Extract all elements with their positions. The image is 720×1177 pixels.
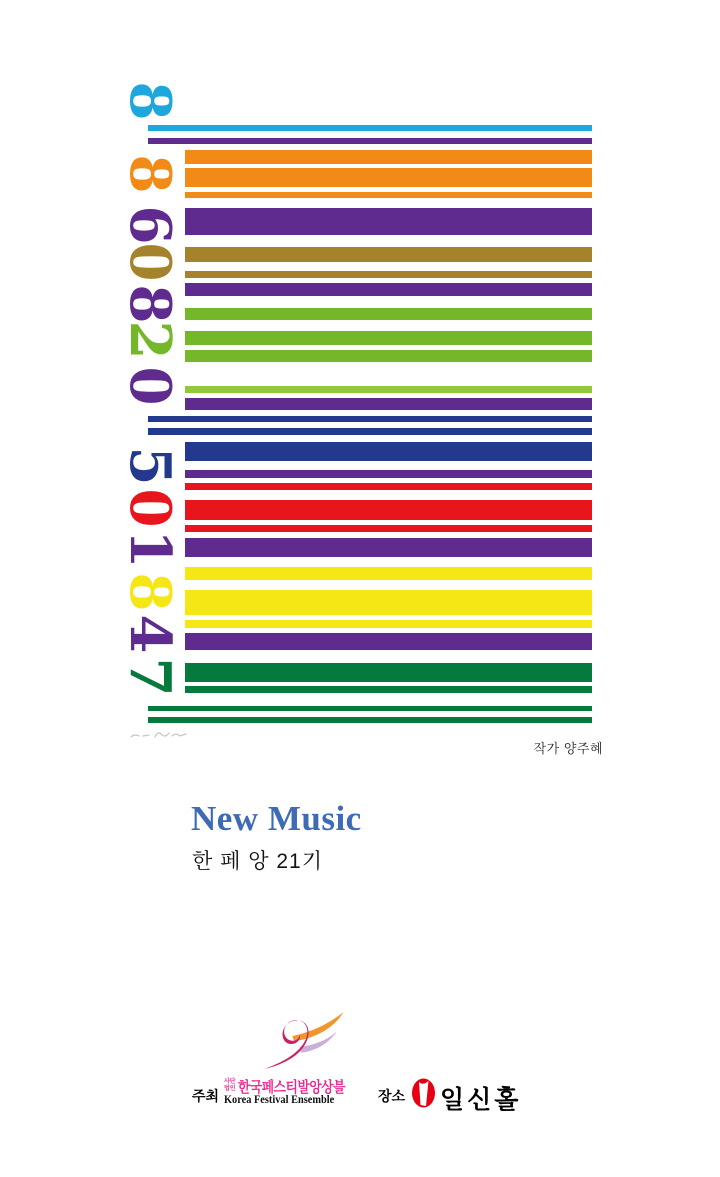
barcode-digit: 8 [117, 154, 183, 194]
barcode-stripe [185, 350, 592, 362]
artist-credit: 작가 양주혜 [533, 741, 603, 756]
barcode-stripe [185, 525, 592, 532]
organizer-name-korean: 한국페스티발앙상블 [238, 1079, 346, 1096]
barcode-stripe [185, 398, 592, 410]
organizer-small-text [224, 1079, 236, 1093]
barcode-stripe [148, 706, 592, 711]
barcode-digit: 1 [117, 529, 183, 569]
barcode-stripe [185, 686, 592, 693]
organizer-small-top: 사단 [224, 1079, 236, 1085]
barcode-digit: 4 [117, 614, 183, 654]
poster-subtitle: 한 페 앙 21기 [192, 850, 324, 873]
barcode-stripe [185, 590, 592, 615]
korea-festival-ensemble-logo-icon [256, 1012, 346, 1070]
barcode-stripe [148, 125, 592, 131]
barcode-stripe [185, 620, 592, 628]
barcode-stripe [148, 717, 592, 723]
barcode-digit: 8 [117, 284, 183, 324]
organizer-small-bottom: 법인 [224, 1086, 236, 1092]
venue-label: 장소 [378, 1088, 406, 1104]
barcode-digit: 7 [117, 657, 183, 697]
barcode-stripe [185, 168, 592, 187]
barcode-stripe [185, 331, 592, 345]
barcode-stripe [185, 663, 592, 682]
barcode-stripe [185, 470, 592, 478]
poster-title: New Music [191, 799, 362, 838]
barcode-stripe [185, 633, 592, 650]
barcode-stripe [185, 283, 592, 296]
barcode-stripe [185, 247, 592, 262]
barcode-stripe [148, 428, 592, 435]
barcode-digit: 8 [117, 81, 183, 121]
barcode-digit: 5 [117, 446, 183, 486]
barcode-digit: 0 [117, 242, 183, 282]
swoosh-magenta-body [264, 1020, 308, 1069]
barcode-digit: 6 [117, 205, 183, 245]
barcode-stripe [185, 442, 592, 461]
barcode-stripe [185, 150, 592, 164]
barcode-stripe [148, 138, 592, 144]
barcode-stripe [185, 271, 592, 278]
barcode-stripe [185, 567, 592, 580]
venue-name: 일신홀 [440, 1086, 522, 1114]
barcode-digit: 8 [117, 572, 183, 612]
artist-signature-scribble [128, 728, 190, 742]
barcode-stripe [185, 192, 592, 198]
barcode-digit: 2 [117, 320, 183, 360]
barcode-stripe [185, 483, 592, 490]
barcode-digit: 0 [117, 366, 183, 406]
organizer-name-english: Korea Festival Ensemble [224, 1094, 335, 1106]
barcode-stripe [148, 416, 592, 422]
barcode-stripe [185, 308, 592, 320]
barcode-stripe [185, 500, 592, 520]
barcode-stripe [185, 386, 592, 393]
organizer-label: 주최 [192, 1088, 220, 1104]
ilshin-hall-logo-icon [412, 1078, 435, 1108]
barcode-stripe [185, 538, 592, 557]
barcode-digit: 0 [117, 488, 183, 528]
barcode-stripe [185, 208, 592, 235]
